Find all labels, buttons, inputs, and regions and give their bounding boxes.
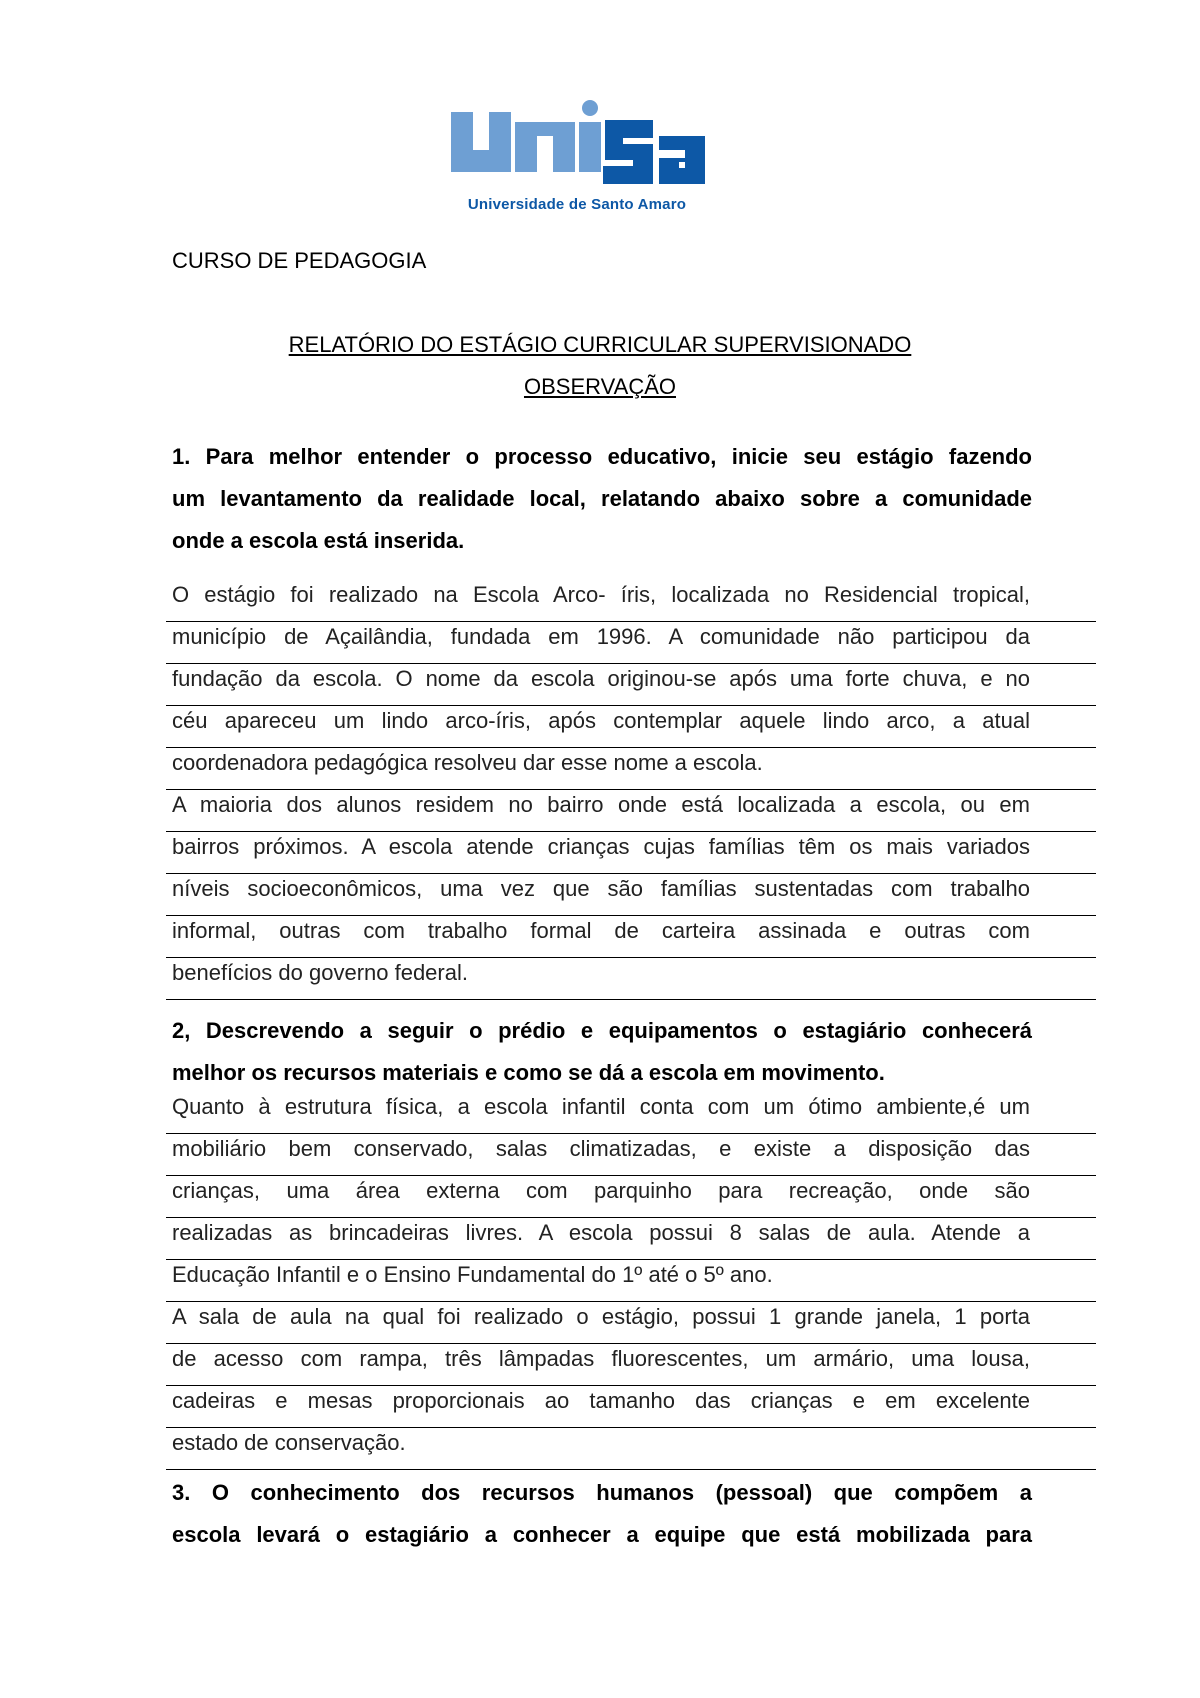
answer-2 bbox=[166, 1092, 1096, 1470]
question-1-line: um levantamento da realidade local, relatando abaixo sobre a comunidade bbox=[172, 486, 1032, 511]
answer-line: realizadas as brincadeiras livres. A escola possui 8 salas de aula. Atende a bbox=[166, 1218, 1096, 1260]
answer-line: cadeiras e mesas proporcionais ao tamanho das crianças e em excelente bbox=[166, 1386, 1096, 1428]
question-2-line: 2, Descrevendo a seguir o prédio e equipamentos o estagiário conhecerá bbox=[172, 1018, 1032, 1043]
course-name: CURSO DE PEDAGOGIA bbox=[172, 248, 427, 273]
question-3 bbox=[172, 1472, 1032, 1556]
answer-line: O estágio foi realizado na Escola Arco- íris, localizada no Residencial tropical, bbox=[166, 580, 1096, 622]
question-1-line: onde a escola está inserida. bbox=[172, 528, 465, 553]
answer-line: Educação Infantil e o Ensino Fundamental do 1º até o 5º ano. bbox=[166, 1260, 1096, 1302]
answer-line: bairros próximos. A escola atende crianças cujas famílias têm os mais variados bbox=[166, 832, 1096, 874]
answer-line: Quanto à estrutura física, a escola infantil conta com um ótimo ambiente,é um bbox=[166, 1092, 1096, 1134]
answer-line: A maioria dos alunos residem no bairro onde está localizada a escola, ou em bbox=[166, 790, 1096, 832]
question-2-line: melhor os recursos materiais e como se dá a escola em movimento. bbox=[172, 1060, 885, 1085]
answer-line: A sala de aula na qual foi realizado o estágio, possui 1 grande janela, 1 porta bbox=[166, 1302, 1096, 1344]
logo-tagline: Universidade de Santo Amaro bbox=[467, 196, 687, 213]
report-title: RELATÓRIO DO ESTÁGIO CURRICULAR SUPERVISIONADO bbox=[288, 332, 912, 357]
answer-line: de acesso com rampa, três lâmpadas fluorescentes, um armário, uma lousa, bbox=[166, 1344, 1096, 1386]
answer-line: fundação da escola. O nome da escola originou-se após uma forte chuva, e no bbox=[166, 664, 1096, 706]
question-3-line: 3. O conhecimento dos recursos humanos (pessoal) que compõem a bbox=[172, 1480, 1032, 1505]
question-1-line: 1. Para melhor entender o processo educativo, inicie seu estágio fazendo bbox=[172, 444, 1032, 469]
answer-line: coordenadora pedagógica resolveu dar esse nome a escola. bbox=[166, 748, 1096, 790]
unisa-logo bbox=[449, 100, 709, 215]
answer-line: crianças, uma área externa com parquinho para recreação, onde são bbox=[166, 1176, 1096, 1218]
question-3-line: escola levará o estagiário a conhecer a equipe que está mobilizada para bbox=[172, 1522, 1032, 1547]
answer-line: estado de conservação. bbox=[166, 1428, 1096, 1470]
answer-line: benefícios do governo federal. bbox=[166, 958, 1096, 1000]
question-2 bbox=[172, 1010, 1032, 1094]
report-subtitle: OBSERVAÇÃO bbox=[523, 374, 676, 399]
question-1 bbox=[172, 436, 1032, 562]
answer-line: informal, outras com trabalho formal de carteira assinada e outras com bbox=[166, 916, 1096, 958]
answer-line: mobiliário bem conservado, salas climatizadas, e existe a disposição das bbox=[166, 1134, 1096, 1176]
answer-line: município de Açailândia, fundada em 1996. A comunidade não participou da bbox=[166, 622, 1096, 664]
answer-line: níveis socioeconômicos, uma vez que são famílias sustentadas com trabalho bbox=[166, 874, 1096, 916]
answer-1 bbox=[166, 580, 1096, 1000]
answer-line: céu apareceu um lindo arco-íris, após contemplar aquele lindo arco, a atual bbox=[166, 706, 1096, 748]
